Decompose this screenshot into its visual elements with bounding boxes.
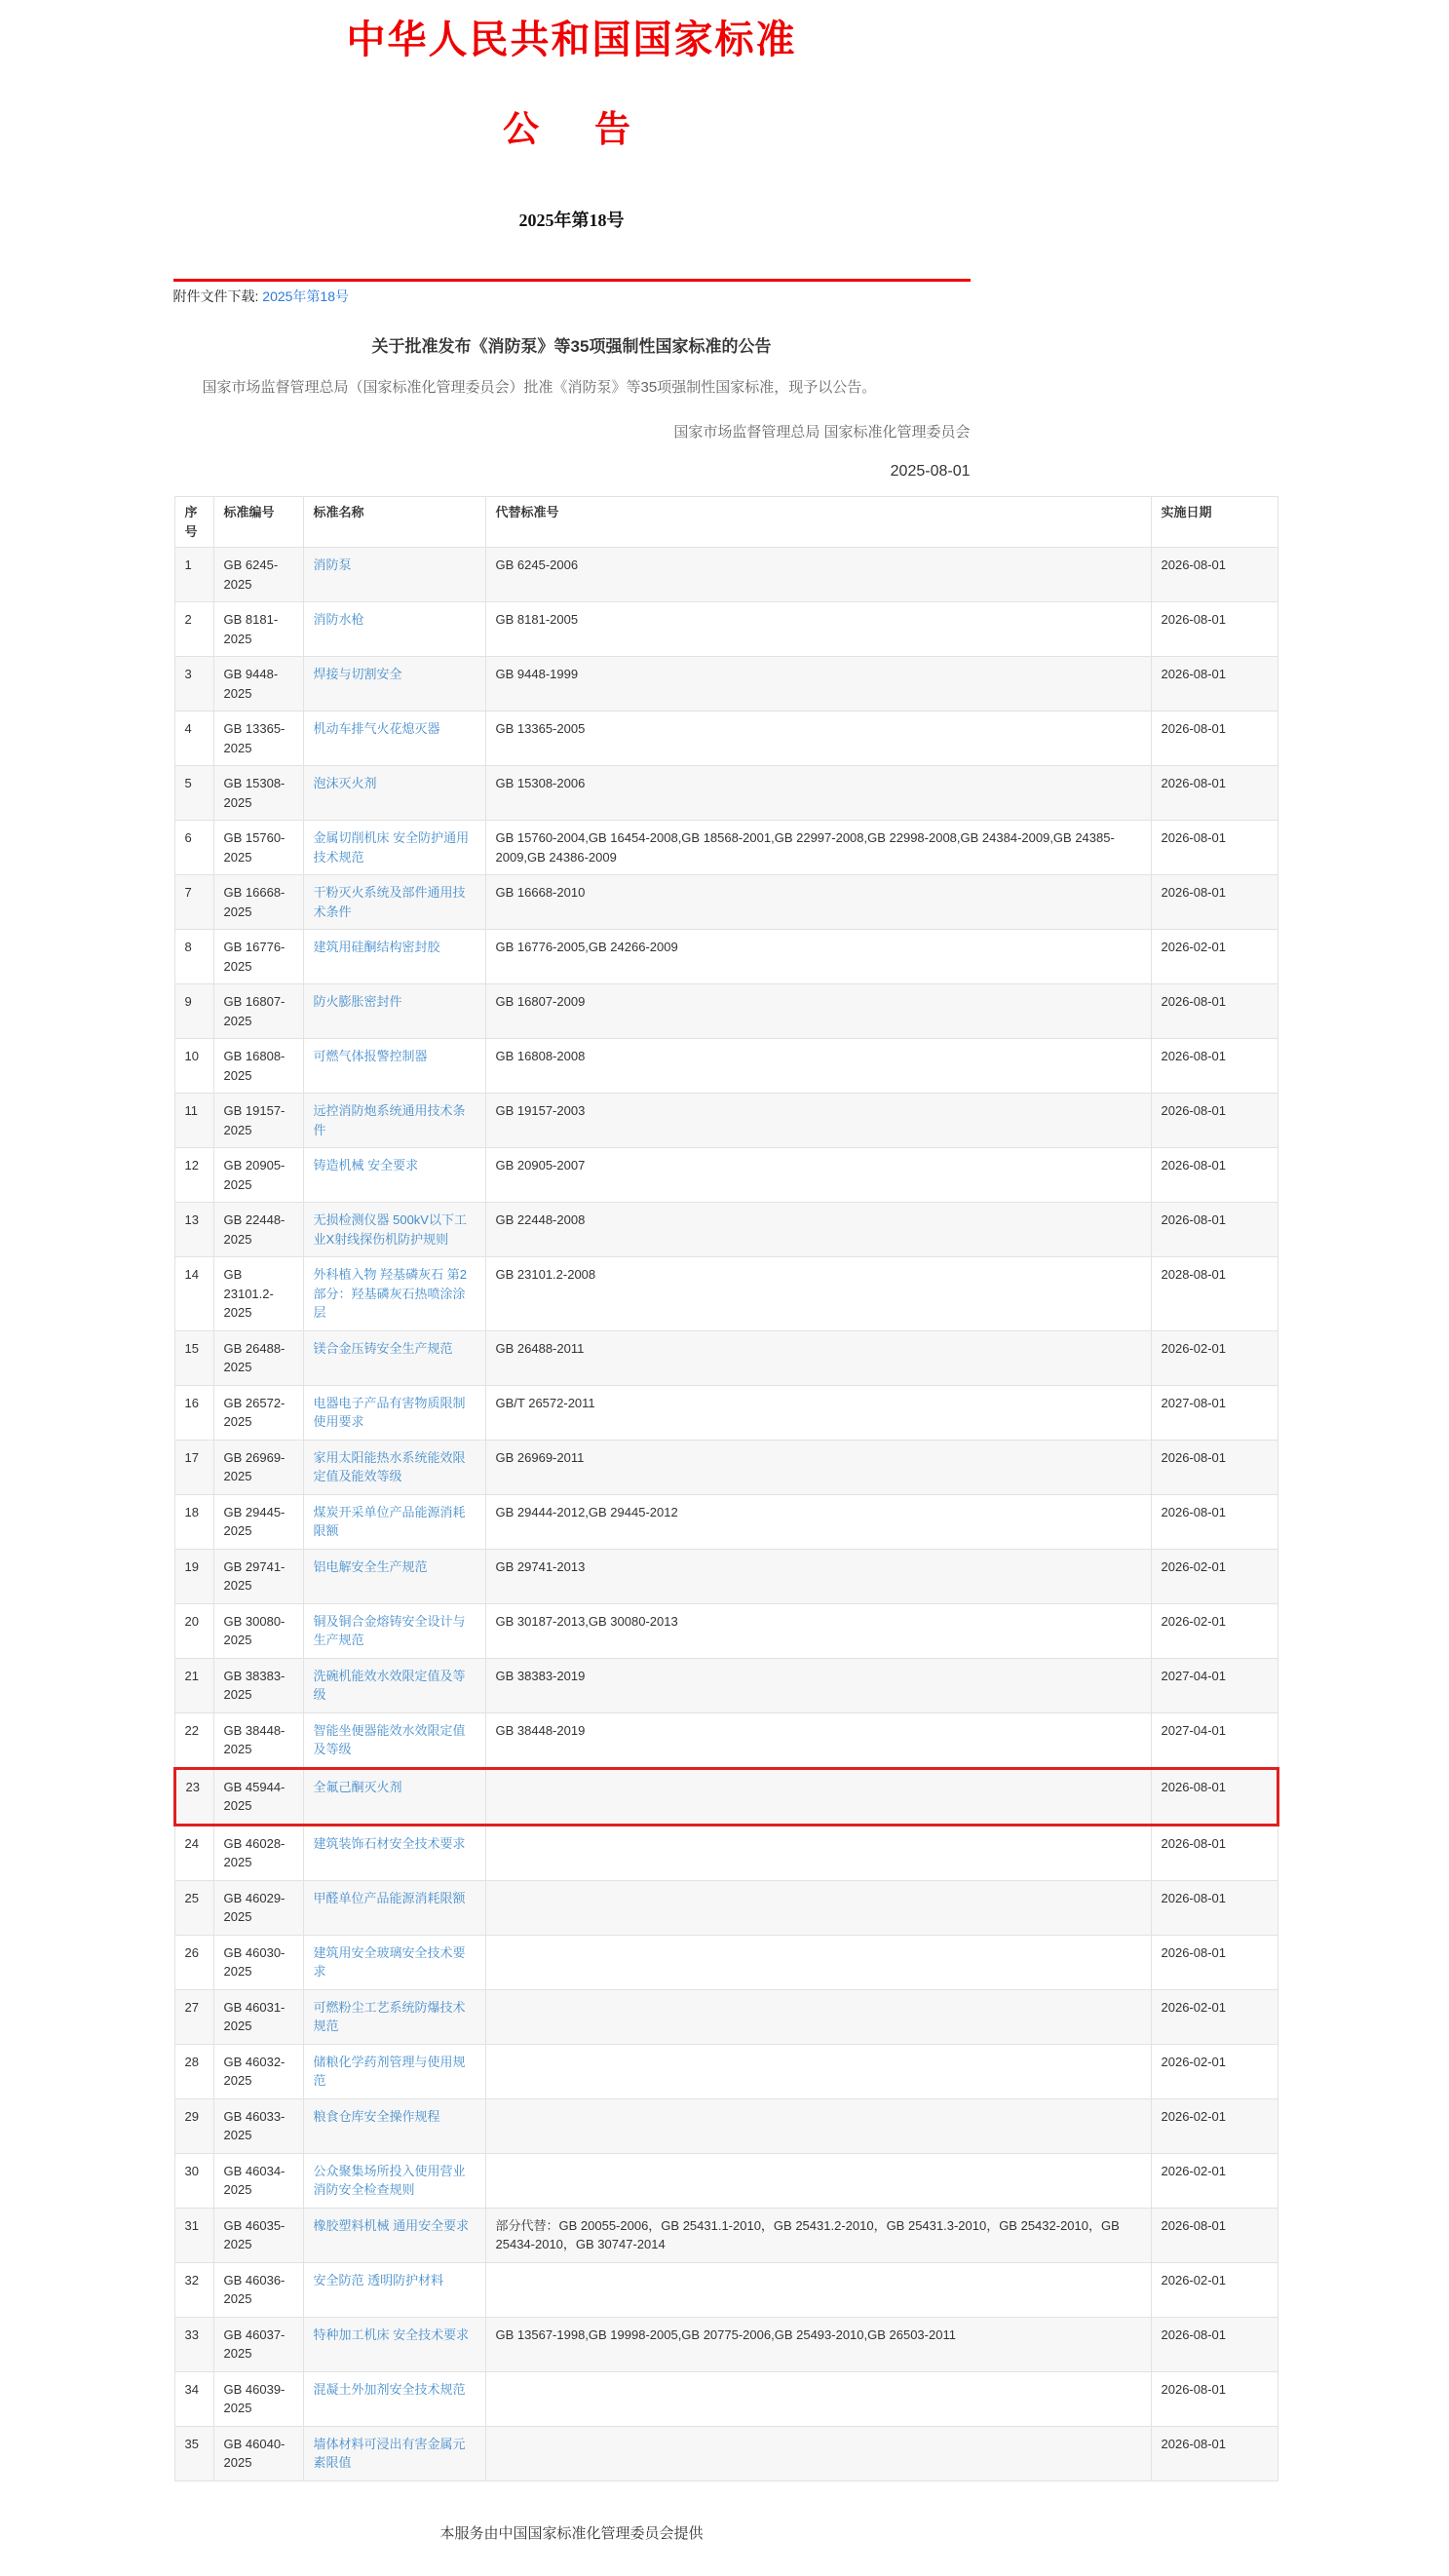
table-header-row: [174, 497, 1277, 548]
table-row: [174, 1658, 1277, 1712]
cell-code: GB 46030-2025: [213, 1935, 303, 1989]
standard-name-link[interactable]: 机动车排气火花熄灭器: [313, 721, 440, 736]
cell-name: [303, 2317, 485, 2371]
page: [173, 0, 1277, 2576]
cell-name: [303, 657, 485, 711]
table-row: [174, 821, 1277, 875]
cell-date: 2026-08-01: [1151, 1768, 1277, 1825]
cell-date: 2026-02-01: [1151, 1989, 1277, 2044]
cell-seq: 34: [174, 2371, 213, 2426]
standard-name-link[interactable]: 外科植入物 羟基磷灰石 第2部分：羟基磷灰石热喷涂涂层: [313, 1267, 467, 1320]
cell-replaces: [485, 2044, 1151, 2098]
table-row: [174, 2371, 1277, 2426]
cell-date: 2026-08-01: [1151, 548, 1277, 602]
cell-name: [303, 930, 485, 984]
cell-seq: 18: [174, 1494, 213, 1549]
table-row: [174, 1148, 1277, 1203]
cell-name: [303, 1989, 485, 2044]
cell-code: GB 38448-2025: [213, 1712, 303, 1768]
table-row: [174, 2153, 1277, 2208]
cell-seq: 4: [174, 711, 213, 766]
cell-seq: 16: [174, 1385, 213, 1440]
cell-name: [303, 1880, 485, 1935]
table-row: [174, 1203, 1277, 1257]
cell-seq: 22: [174, 1712, 213, 1768]
standard-name-link[interactable]: 煤炭开采单位产品能源消耗限额: [313, 1504, 466, 1538]
standard-name-link[interactable]: 电器电子产品有害物质限制使用要求: [313, 1395, 466, 1429]
cell-replaces: GB 29741-2013: [485, 1549, 1151, 1603]
cell-replaces: [485, 1880, 1151, 1935]
cell-date: 2026-08-01: [1151, 711, 1277, 766]
cell-replaces: GB 13567-1998,GB 19998-2005,GB 20775-2006,GB 25493-2010,GB 26503-2011: [485, 2317, 1151, 2371]
table-row: [174, 2317, 1277, 2371]
cell-code: GB 22448-2025: [213, 1203, 303, 1257]
cell-date: 2026-08-01: [1151, 1039, 1277, 1094]
cell-name: [303, 1935, 485, 1989]
cell-code: GB 13365-2025: [213, 711, 303, 766]
cell-seq: 32: [174, 2262, 213, 2317]
table-row: [174, 984, 1277, 1039]
cell-replaces: GB 15760-2004,GB 16454-2008,GB 18568-2001,GB 22997-2008,GB 22998-2008,GB 24384-2009,GB 24385-2009,GB 24386-2009: [485, 821, 1151, 875]
standard-name-link[interactable]: 甲醛单位产品能源消耗限额: [313, 1890, 466, 1905]
cell-replaces: [485, 1768, 1151, 1825]
cell-code: GB 26572-2025: [213, 1385, 303, 1440]
issue-number: 2025年第18号: [518, 211, 625, 230]
cell-seq: 27: [174, 1989, 213, 2044]
table-row: [174, 1330, 1277, 1385]
table-header: [174, 497, 1277, 548]
cell-code: GB 46032-2025: [213, 2044, 303, 2098]
cell-replaces: GB 15308-2006: [485, 766, 1151, 821]
cell-seq: 10: [174, 1039, 213, 1094]
cell-date: 2026-02-01: [1151, 2153, 1277, 2208]
cell-replaces: GB 20905-2007: [485, 1148, 1151, 1203]
standard-name-link[interactable]: 建筑用安全玻璃安全技术要求: [313, 1944, 466, 1979]
table-row: [174, 766, 1277, 821]
standard-name-link[interactable]: 全氟己酮灭火剂: [313, 1779, 402, 1794]
cell-seq: 9: [174, 984, 213, 1039]
cell-name: [303, 1549, 485, 1603]
cell-name: [303, 602, 485, 657]
cell-code: GB 15308-2025: [213, 766, 303, 821]
standard-name-link[interactable]: 铜及铜合金熔铸安全设计与生产规范: [313, 1613, 466, 1647]
standard-name-link[interactable]: 橡胶塑料机械 通用安全要求: [313, 2217, 470, 2233]
cell-date: 2026-08-01: [1151, 1203, 1277, 1257]
table-row: [174, 930, 1277, 984]
cell-date: 2026-08-01: [1151, 2317, 1277, 2371]
standard-name-link[interactable]: 消防水枪: [313, 612, 364, 627]
cell-date: 2027-08-01: [1151, 1385, 1277, 1440]
cell-code: GB 26969-2025: [213, 1440, 303, 1494]
cell-replaces: GB 8181-2005: [485, 602, 1151, 657]
cell-seq: 25: [174, 1880, 213, 1935]
cell-name: [303, 1257, 485, 1331]
table-row: [174, 548, 1277, 602]
column-header-1: 标准编号: [213, 497, 303, 548]
cell-seq: 11: [174, 1094, 213, 1148]
cell-replaces: GB 23101.2-2008: [485, 1257, 1151, 1331]
table-row: [174, 1880, 1277, 1935]
cell-seq: 13: [174, 1203, 213, 1257]
cell-replaces: GB 38448-2019: [485, 1712, 1151, 1768]
cell-name: [303, 1712, 485, 1768]
cell-date: 2026-02-01: [1151, 2044, 1277, 2098]
cell-date: 2026-08-01: [1151, 657, 1277, 711]
cell-replaces: GB 13365-2005: [485, 711, 1151, 766]
cell-code: GB 46035-2025: [213, 2208, 303, 2262]
attachment-label: 附件文件下载:: [172, 288, 263, 304]
cell-code: GB 8181-2025: [213, 602, 303, 657]
cell-replaces: GB/T 26572-2011: [485, 1385, 1151, 1440]
standard-name-link[interactable]: 镁合金压铸安全生产规范: [313, 1340, 453, 1356]
cell-name: [303, 2153, 485, 2208]
cell-name: [303, 1494, 485, 1549]
cell-replaces: GB 26969-2011: [485, 1440, 1151, 1494]
table-row: [174, 1257, 1277, 1331]
cell-name: [303, 1330, 485, 1385]
standard-name-link[interactable]: 储粮化学药剂管理与使用规范: [313, 2054, 466, 2088]
cell-seq: 24: [174, 1825, 213, 1880]
cell-code: GB 46039-2025: [213, 2371, 303, 2426]
table-row: [174, 2426, 1277, 2480]
signature: 国家市场监督管理总局 国家标准化管理委员会: [673, 424, 971, 441]
standard-name-link[interactable]: 铸造机械 安全要求: [313, 1158, 419, 1173]
column-header-0: 序号: [174, 497, 213, 548]
cell-code: GB 20905-2025: [213, 1148, 303, 1203]
cell-date: 2026-02-01: [1151, 930, 1277, 984]
page-subtitle: 公 告: [503, 110, 640, 150]
cell-code: GB 16808-2025: [213, 1039, 303, 1094]
cell-code: GB 29741-2025: [213, 1549, 303, 1603]
cell-seq: 31: [174, 2208, 213, 2262]
table-row: [174, 657, 1277, 711]
cell-code: GB 26488-2025: [213, 1330, 303, 1385]
table-body: [174, 548, 1277, 2481]
page-title: 中华人民共和国国家标准: [346, 18, 797, 61]
cell-seq: 17: [174, 1440, 213, 1494]
signature-date: 2025-08-01: [890, 463, 971, 480]
cell-date: 2026-02-01: [1151, 1330, 1277, 1385]
cell-name: [303, 2044, 485, 2098]
cell-name: [303, 984, 485, 1039]
table-row-highlighted: [174, 1768, 1277, 1825]
cell-code: GB 46029-2025: [213, 1880, 303, 1935]
standard-name-link[interactable]: 泡沫灭火剂: [313, 776, 377, 790]
cell-code: GB 45944-2025: [213, 1768, 303, 1825]
standard-name-link[interactable]: 金属切削机床 安全防护通用技术规范: [313, 830, 470, 865]
red-divider: [173, 279, 971, 282]
announcement-title: 关于批准发布《消防泵》等35项强制性国家标准的公告: [371, 337, 772, 356]
attachment-link[interactable]: 2025年第18号: [262, 288, 349, 304]
table-row: [174, 1385, 1277, 1440]
cell-replaces: GB 22448-2008: [485, 1203, 1151, 1257]
cell-seq: 35: [174, 2426, 213, 2480]
cell-date: 2026-08-01: [1151, 1494, 1277, 1549]
cell-date: 2026-08-01: [1151, 984, 1277, 1039]
cell-seq: 14: [174, 1257, 213, 1331]
cell-name: [303, 548, 485, 602]
cell-replaces: [485, 1825, 1151, 1880]
cell-replaces: [485, 2262, 1151, 2317]
table-row: [174, 602, 1277, 657]
table-row: [174, 711, 1277, 766]
column-header-2: 标准名称: [303, 497, 485, 548]
cell-seq: 33: [174, 2317, 213, 2371]
cell-date: 2026-08-01: [1151, 2208, 1277, 2262]
standard-name-link[interactable]: 远控消防炮系统通用技术条件: [313, 1103, 466, 1137]
cell-code: GB 46034-2025: [213, 2153, 303, 2208]
footer-text: 本服务由中国国家标准化管理委员会提供: [439, 2524, 704, 2542]
cell-name: [303, 1039, 485, 1094]
standard-name-link[interactable]: 无损检测仪器 500kV以下工业X射线探伤机防护规则: [313, 1212, 467, 1247]
cell-code: GB 38383-2025: [213, 1658, 303, 1712]
cell-replaces: GB 19157-2003: [485, 1094, 1151, 1148]
cell-code: GB 46028-2025: [213, 1825, 303, 1880]
cell-code: GB 46040-2025: [213, 2426, 303, 2480]
cell-replaces: GB 16776-2005,GB 24266-2009: [485, 930, 1151, 984]
cell-date: 2026-08-01: [1151, 1825, 1277, 1880]
cell-seq: 20: [174, 1603, 213, 1658]
cell-date: 2026-02-01: [1151, 1603, 1277, 1658]
column-header-4: 实施日期: [1151, 497, 1277, 548]
cell-code: GB 30080-2025: [213, 1603, 303, 1658]
cell-replaces: GB 29444-2012,GB 29445-2012: [485, 1494, 1151, 1549]
table-row: [174, 1440, 1277, 1494]
cell-replaces: GB 6245-2006: [485, 548, 1151, 602]
cell-seq: 12: [174, 1148, 213, 1203]
cell-date: 2026-08-01: [1151, 766, 1277, 821]
standards-table: [173, 496, 1279, 2481]
cell-date: 2026-08-01: [1151, 2371, 1277, 2426]
announcement-block: [173, 16, 971, 481]
standard-name-link[interactable]: 建筑用硅酮结构密封胶: [313, 940, 440, 954]
cell-date: 2026-08-01: [1151, 1880, 1277, 1935]
standard-name-link[interactable]: 建筑装饰石材安全技术要求: [313, 1835, 466, 1851]
announcement-body: 国家市场监督管理总局（国家标准化管理委员会）批准《消防泵》等35项强制性国家标准，现予以公告。: [202, 379, 877, 396]
cell-name: [303, 766, 485, 821]
table-row: [174, 1825, 1277, 1880]
table-row: [174, 1549, 1277, 1603]
table-row: [174, 1603, 1277, 1658]
cell-seq: 3: [174, 657, 213, 711]
cell-date: 2027-04-01: [1151, 1712, 1277, 1768]
table-row: [174, 1494, 1277, 1549]
table-row: [174, 2208, 1277, 2262]
table-row: [174, 2098, 1277, 2153]
cell-replaces: GB 26488-2011: [485, 1330, 1151, 1385]
cell-seq: 5: [174, 766, 213, 821]
cell-date: 2026-08-01: [1151, 875, 1277, 930]
cell-date: 2026-08-01: [1151, 821, 1277, 875]
cell-replaces: GB 38383-2019: [485, 1658, 1151, 1712]
table-row: [174, 1935, 1277, 1989]
cell-date: 2026-08-01: [1151, 1094, 1277, 1148]
cell-code: GB 46031-2025: [213, 1989, 303, 2044]
cell-code: GB 15760-2025: [213, 821, 303, 875]
cell-name: [303, 1658, 485, 1712]
cell-seq: 23: [174, 1768, 213, 1825]
cell-code: GB 9448-2025: [213, 657, 303, 711]
table-row: [174, 1094, 1277, 1148]
cell-seq: 15: [174, 1330, 213, 1385]
cell-code: GB 29445-2025: [213, 1494, 303, 1549]
cell-name: [303, 711, 485, 766]
attachment-row: [173, 287, 971, 307]
cell-replaces: GB 30187-2013,GB 30080-2013: [485, 1603, 1151, 1658]
standard-name-link[interactable]: 干粉灭火系统及部件通用技术条件: [313, 885, 466, 919]
cell-seq: 19: [174, 1549, 213, 1603]
standard-name-link[interactable]: 可燃粉尘工艺系统防爆技术规范: [313, 1999, 466, 2033]
standard-name-link[interactable]: 特种加工机床 安全技术要求: [313, 2326, 470, 2342]
cell-seq: 1: [174, 548, 213, 602]
cell-seq: 21: [174, 1658, 213, 1712]
cell-replaces: [485, 2098, 1151, 2153]
cell-code: GB 46036-2025: [213, 2262, 303, 2317]
cell-name: [303, 821, 485, 875]
cell-name: [303, 1603, 485, 1658]
cell-date: 2026-02-01: [1151, 1549, 1277, 1603]
table-row: [174, 1989, 1277, 2044]
cell-name: [303, 2426, 485, 2480]
cell-seq: 29: [174, 2098, 213, 2153]
cell-name: [303, 2371, 485, 2426]
cell-seq: 28: [174, 2044, 213, 2098]
cell-date: 2026-08-01: [1151, 1935, 1277, 1989]
cell-replaces: 部分代替：GB 20055-2006，GB 25431.1-2010，GB 25431.2-2010，GB 25431.3-2010，GB 25432-2010，GB 25434-2010，GB 30747-2014: [485, 2208, 1151, 2262]
cell-name: [303, 875, 485, 930]
cell-replaces: [485, 1935, 1151, 1989]
standard-name-link[interactable]: 洗碗机能效水效限定值及等级: [313, 1668, 466, 1702]
cell-seq: 30: [174, 2153, 213, 2208]
cell-date: 2026-08-01: [1151, 1148, 1277, 1203]
cell-name: [303, 1148, 485, 1203]
cell-seq: 7: [174, 875, 213, 930]
cell-seq: 26: [174, 1935, 213, 1989]
cell-replaces: GB 9448-1999: [485, 657, 1151, 711]
table-row: [174, 2044, 1277, 2098]
standard-name-link[interactable]: 墙体材料可浸出有害金属元素限值: [313, 2436, 466, 2470]
cell-seq: 6: [174, 821, 213, 875]
cell-date: 2026-02-01: [1151, 2262, 1277, 2317]
cell-name: [303, 1385, 485, 1440]
table-row: [174, 875, 1277, 930]
cell-name: [303, 2262, 485, 2317]
cell-seq: 2: [174, 602, 213, 657]
standard-name-link[interactable]: 家用太阳能热水系统能效限定值及能效等级: [313, 1449, 466, 1483]
cell-date: 2026-08-01: [1151, 2426, 1277, 2480]
table-row: [174, 1039, 1277, 1094]
table-row: [174, 1712, 1277, 1768]
standard-name-link[interactable]: 可燃气体报警控制器: [313, 1049, 428, 1063]
standard-name-link[interactable]: 公众聚集场所投入使用营业消防安全检查规则: [313, 2163, 466, 2197]
table-row: [174, 2262, 1277, 2317]
cell-replaces: [485, 2426, 1151, 2480]
cell-name: [303, 1440, 485, 1494]
standard-name-link[interactable]: 粮食仓库安全操作规程: [313, 2108, 440, 2124]
cell-replaces: [485, 2371, 1151, 2426]
cell-date: 2027-04-01: [1151, 1658, 1277, 1712]
column-header-3: 代替标准号: [485, 497, 1151, 548]
cell-date: 2026-08-01: [1151, 602, 1277, 657]
standard-name-link[interactable]: 铝电解安全生产规范: [313, 1558, 428, 1574]
cell-replaces: GB 16807-2009: [485, 984, 1151, 1039]
cell-code: GB 46033-2025: [213, 2098, 303, 2153]
standard-name-link[interactable]: 防火膨胀密封件: [313, 994, 402, 1009]
cell-seq: 8: [174, 930, 213, 984]
cell-code: GB 19157-2025: [213, 1094, 303, 1148]
cell-name: [303, 2098, 485, 2153]
cell-code: GB 16776-2025: [213, 930, 303, 984]
cell-date: 2028-08-01: [1151, 1257, 1277, 1331]
cell-name: [303, 2208, 485, 2262]
cell-code: GB 46037-2025: [213, 2317, 303, 2371]
standard-name-link[interactable]: 混凝土外加剂安全技术规范: [313, 2381, 466, 2397]
cell-name: [303, 1768, 485, 1825]
standard-name-link[interactable]: 安全防范 透明防护材料: [313, 2272, 444, 2288]
standard-name-link[interactable]: 智能坐便器能效水效限定值及等级: [313, 1722, 466, 1756]
cell-name: [303, 1825, 485, 1880]
standard-name-link[interactable]: 消防泵: [313, 557, 352, 572]
standard-name-link[interactable]: 焊接与切割安全: [313, 667, 402, 681]
cell-replaces: [485, 1989, 1151, 2044]
cell-code: GB 6245-2025: [213, 548, 303, 602]
cell-name: [303, 1203, 485, 1257]
cell-code: GB 23101.2-2025: [213, 1257, 303, 1331]
cell-replaces: [485, 2153, 1151, 2208]
cell-code: GB 16668-2025: [213, 875, 303, 930]
cell-name: [303, 1094, 485, 1148]
cell-date: 2026-02-01: [1151, 2098, 1277, 2153]
cell-code: GB 16807-2025: [213, 984, 303, 1039]
cell-replaces: GB 16808-2008: [485, 1039, 1151, 1094]
cell-date: 2026-08-01: [1151, 1440, 1277, 1494]
cell-replaces: GB 16668-2010: [485, 875, 1151, 930]
